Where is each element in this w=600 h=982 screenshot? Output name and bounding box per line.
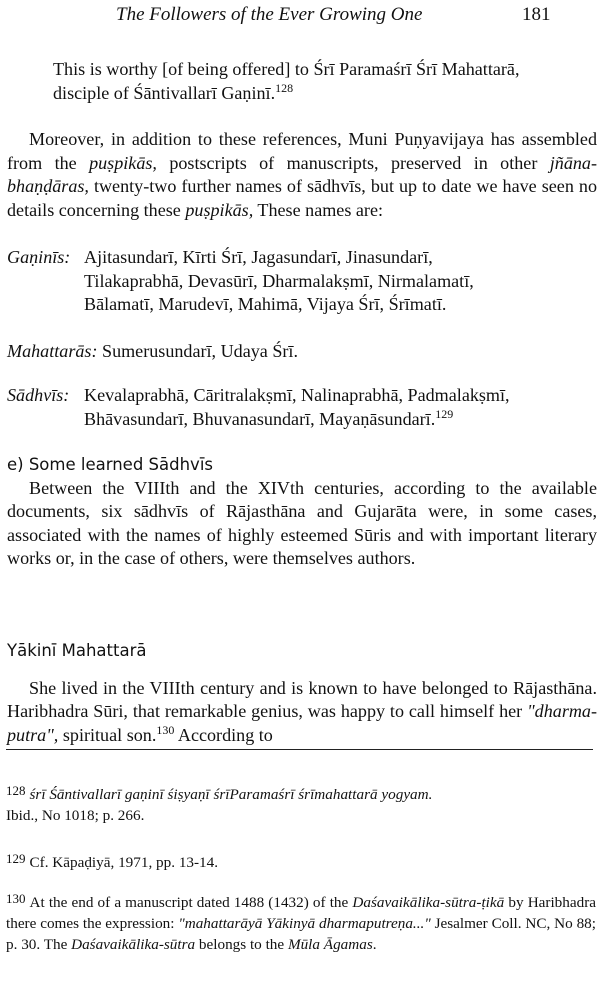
footnote-divider [6, 749, 593, 750]
footnote-128-number: 128 [6, 783, 26, 798]
footnote-ref-130[interactable]: 130 [156, 722, 175, 737]
page-header [0, 4, 600, 30]
sadhvis-row [7, 384, 597, 408]
dedication-paragraph [7, 58, 597, 105]
mahattaras-list [7, 340, 597, 364]
references-text-c: postscripts of manuscripts, preserved in other [156, 152, 550, 173]
yakini-text-d: According to [174, 724, 273, 745]
references-text-g: These names are: [253, 199, 384, 220]
footnote-129-number: 129 [6, 851, 26, 866]
puspikas-term: puṣpikās, [89, 152, 157, 173]
yakini-text-c: spiritual son. [58, 724, 157, 745]
footnote-128-text: śrī Śāntivallarī gaṇinī śiṣyaṇī śrīParamaśrī śrīmahattarā yogyam. [29, 786, 433, 803]
footnote-ref-128[interactable]: 128 [275, 80, 294, 95]
footnote-130-text [6, 888, 596, 955]
ganinis-names-2: Tilakaprabhā, Devasūrī, Dharmalakṣmī, Nirmalamatī, [84, 270, 474, 291]
yakini-text [7, 677, 597, 748]
mahattaras-label: Mahattarās: [7, 341, 98, 361]
footnote-128 [6, 780, 596, 826]
running-title: The Followers of the Ever Growing One [116, 4, 423, 25]
fn130-g: belongs to the [195, 936, 288, 953]
yakini-heading: Yākinī Mahattarā [7, 641, 147, 660]
fn130-end: . [372, 936, 377, 953]
dedication-line-2 [7, 82, 597, 106]
yakini-text-a: She lived in the VIIIth century and is known to have belonged to Rājasthāna. Haribhadra Sūri, that remarkable genius, was happy to call himself her [7, 677, 597, 721]
ganinis-names-1: Ajitasundarī, Kīrti Śrī, Jagasundarī, Jinasundarī, [84, 247, 433, 267]
references-paragraph [7, 128, 597, 222]
sadhvis-names-2: Bhāvasundarī, Bhuvanasundarī, Mayaṇāsundarī. [84, 408, 436, 429]
sadhvis-list [7, 384, 597, 431]
sadhvis-label: Sādhvīs: [7, 385, 70, 405]
yakini-section [7, 639, 597, 747]
fn130-mula-agamas: Mūla Āgamas [287, 936, 373, 953]
footnote-ref-129[interactable]: 129 [435, 406, 454, 421]
footnote-129-text: Cf. Kāpaḍiyā, 1971, pp. 13-14. [29, 854, 219, 871]
section-e [7, 453, 597, 571]
jnana-bhandaras-term: jñāna-bhaṇḍāras, [7, 152, 597, 196]
ganinis-row [7, 246, 597, 270]
fn130-title: Daśavaikālika-sūtra-ṭikā [352, 894, 505, 911]
footnote-128-line-1 [6, 780, 596, 805]
dedication-line-2-text: disciple of Śāntivallarī Gaṇinī. [53, 82, 276, 103]
footnote-129 [6, 848, 596, 873]
footnote-128-source: Ibid., No 1018; p. 266. [6, 807, 145, 824]
ganinis-list [7, 246, 597, 317]
dedication-line-1: This is worthy [of being offered] to Śrī Paramaśrī Śrī Mahattarā, [53, 59, 520, 79]
section-e-text: Between the VIIIth and the XIVth centuries, according to the available documents, six sādhvīs of Rājasthāna and Gujarāta were, in some cases, associated with the names of highly esteemed Sūris and with important literary works or, in the case of others, were themselves authors. [7, 477, 597, 568]
references-text-e: twenty-two further names of sādhvīs, but up to date we have seen no details concerning these [7, 176, 597, 220]
sadhvis-names-2-line [7, 408, 597, 432]
sadhvis-names-1: Kevalaprabhā, Cāritralakṣmī, Nalinaprabhā, Padmalakṣmī, [84, 385, 510, 405]
fn130-c: by Haribhadra there comes the expression: [6, 894, 596, 932]
ganinis-label: Gaṇinīs: [7, 247, 71, 267]
references-text [7, 128, 597, 222]
dharma-putra-term: "dharma-putra", [7, 701, 597, 745]
fn130-a: At the end of a manuscript dated 1488 (1432) of the [29, 894, 353, 911]
page-number: 181 [522, 4, 551, 25]
puspikas-term-2: puṣpikās, [185, 199, 254, 220]
ganinis-names-3: Bālamatī, Marudevī, Mahimā, Vijaya Śrī, Śrīmatī. [84, 294, 447, 314]
footnote-130-number: 130 [6, 891, 26, 906]
fn130-e: Jesalmer Coll. NC, No 88; p. 30. The [6, 915, 596, 953]
mahattaras-names: Sumerusundarī, Udaya Śrī. [102, 341, 298, 361]
fn130-quote: "mahattarāyā Yākinyā dharmaputreṇa..." [178, 915, 431, 932]
section-e-heading: e) Some learned Sādhvīs [7, 455, 214, 474]
references-text-a: Moreover, in addition to these references, Muni Puṇyavijaya has assembled from the [7, 129, 597, 173]
fn130-title-2: Daśavaikālika-sūtra [71, 936, 196, 953]
footnote-130 [6, 888, 596, 955]
